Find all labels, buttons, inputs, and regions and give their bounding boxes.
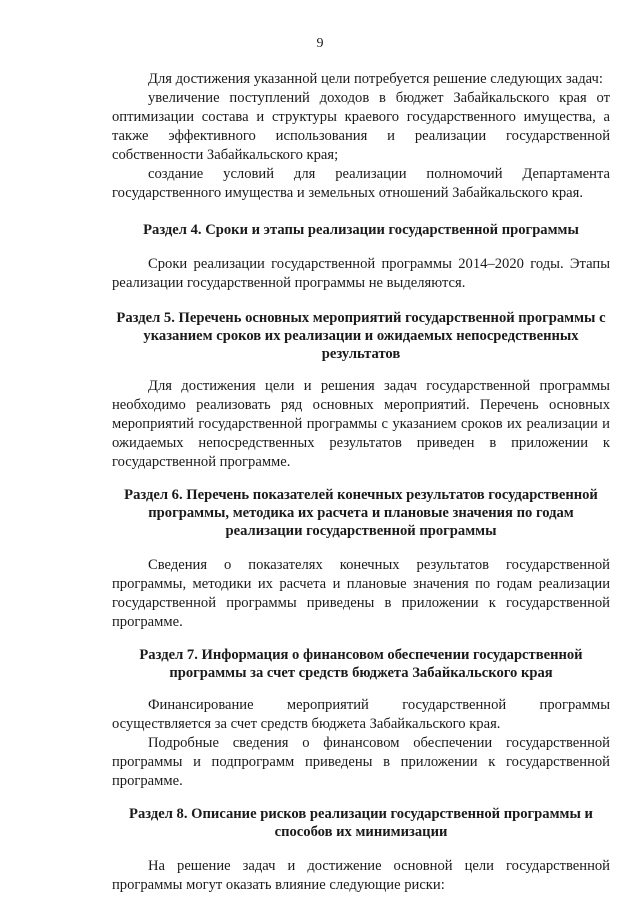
paragraph-section-5: Для достижения цели и решения задач государственной программы необходимо реализовать ряд основных мероприятий. Перечень основных мероприятий государственной программы с указанием сроков их реализации и ожидаемых непосредственных результатов приведен в приложении к государственной программе. <box>112 378 610 470</box>
heading-section-8: Раздел 8. Описание рисков реализации государственной программы и способов их минимизации <box>129 806 593 840</box>
paragraph-task-intro: Для достижения указанной цели потребуется решение следующих задач: <box>148 71 603 87</box>
heading-section-6: Раздел 6. Перечень показателей конечных результатов государственной программы, методика их расчета и плановые значения по годам реализации государственной программы <box>124 487 598 539</box>
paragraph-section-4: Сроки реализации государственной программы 2014–2020 годы. Этапы реализации государственной программы не выделяются. <box>112 256 610 291</box>
heading-section-7: Раздел 7. Информация о финансовом обеспечении государственной программы за счет средств бюджета Забайкальского края <box>139 647 583 681</box>
heading-section-4: Раздел 4. Сроки и этапы реализации государственной программы <box>143 222 579 238</box>
paragraph-section-8: На решение задач и достижение основной цели государственной программы могут оказать влияние следующие риски: <box>112 858 610 893</box>
paragraph-section-6: Сведения о показателях конечных результатов государственной программы, методики их расчета и плановые значения по годам реализации государственной программы приведены в приложении к государственной программе. <box>112 557 610 630</box>
paragraph-section-7-details: Подробные сведения о финансовом обеспечении государственной программы и подпрограмм приведены в приложении к государственной программе. <box>112 735 610 789</box>
document-body <box>112 70 610 895</box>
page-number: 9 <box>316 36 324 51</box>
paragraph-task-1: увеличение поступлений доходов в бюджет Забайкальского края от оптимизации состава и структуры краевого государственного имущества, а также эффективного использования и реализации государственной собственности Забайкальского края; <box>112 90 610 163</box>
heading-section-5: Раздел 5. Перечень основных мероприятий государственной программы с указанием сроков их реализации и ожидаемых непосредственных результатов <box>116 310 606 362</box>
paragraph-task-2: создание условий для реализации полномочий Департамента государственного имущества и земельных отношений Забайкальского края. <box>112 166 610 201</box>
paragraph-section-7-financing: Финансирование мероприятий государственной программы осуществляется за счет средств бюджета Забайкальского края. <box>112 697 610 732</box>
